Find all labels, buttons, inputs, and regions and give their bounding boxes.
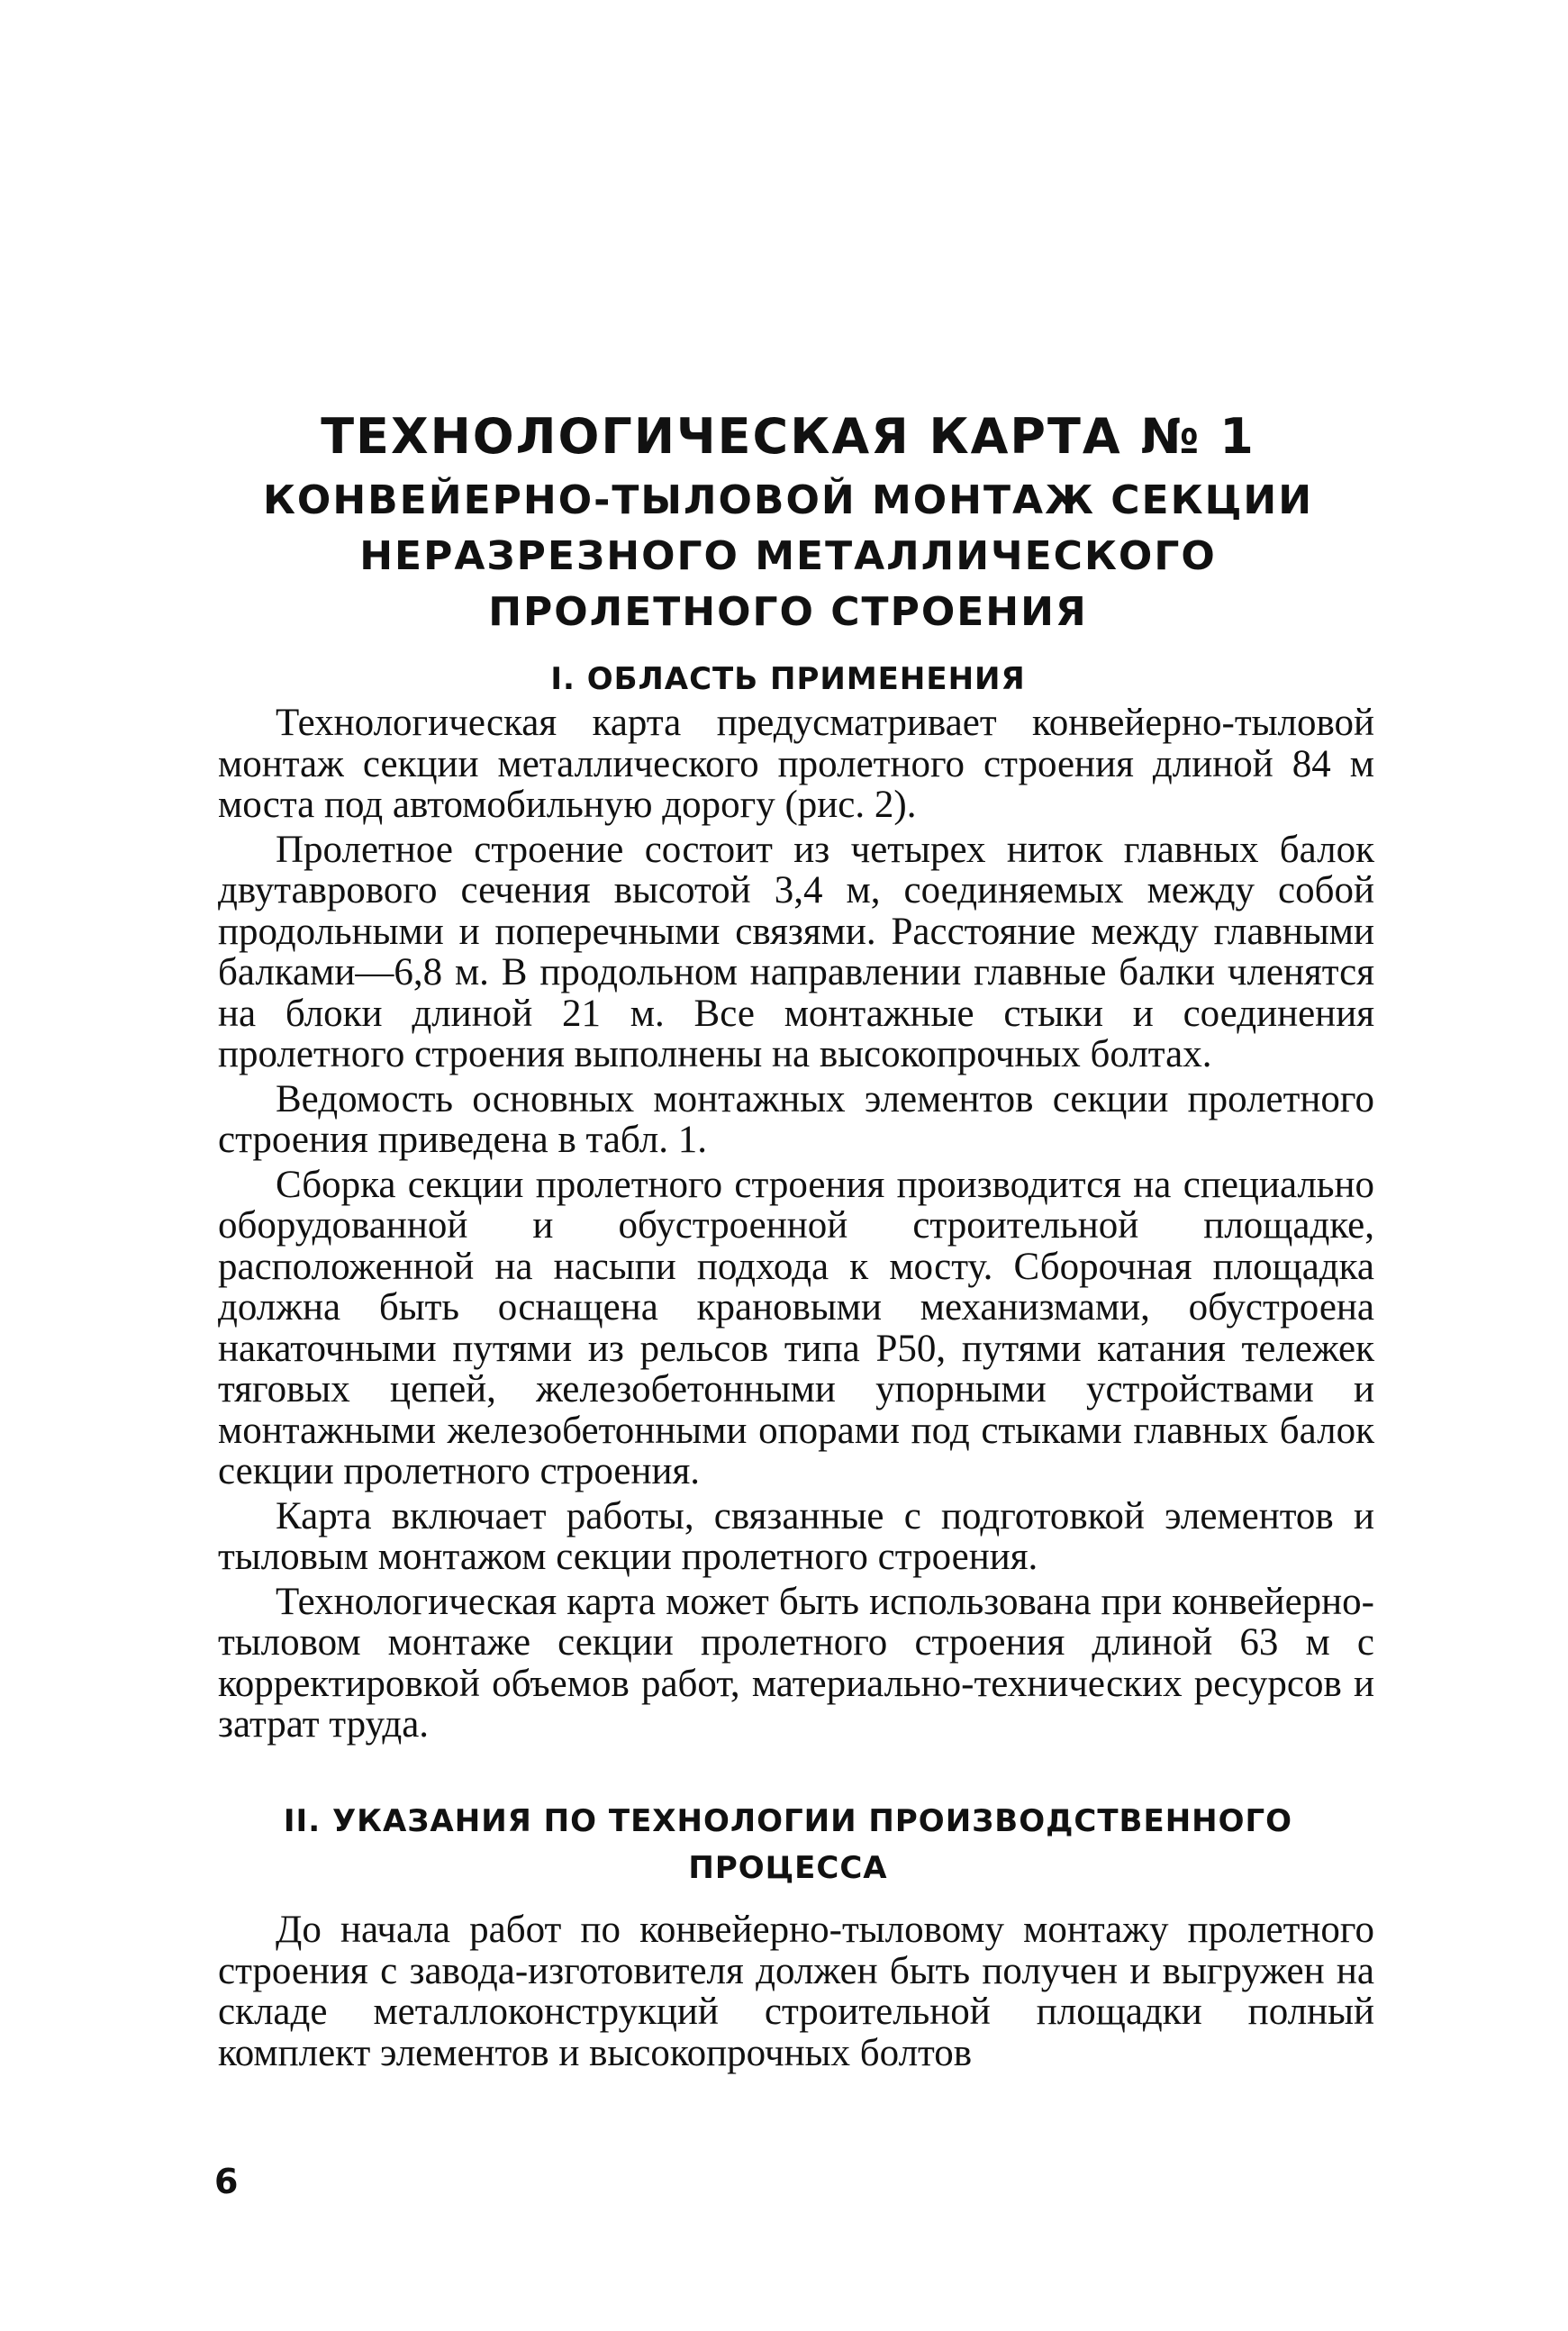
document-subtitle-line-1: КОНВЕЙЕРНО-ТЫЛОВОЙ МОНТАЖ СЕКЦИИ: [262, 477, 1314, 523]
section-2-heading: [225, 1798, 1351, 1891]
section-2-body: [218, 1909, 1374, 2077]
section-2-heading-line-1: II. УКАЗАНИЯ ПО ТЕХНОЛОГИИ ПРОИЗВОДСТВЕННОГО: [283, 1803, 1293, 1839]
section-2-paragraph-1: До начала работ по конвейерно-тыловому монтажу пролетного строения с завода-изготовителя должен быть получен и выгружен на складе металлоконструкций строительной площадки полный комплект элементов и высокопрочных болтов: [218, 1909, 1374, 2074]
section-1-body: [218, 703, 1374, 1749]
section-1-heading: I. ОБЛАСТЬ ПРИМЕНЕНИЯ: [550, 661, 1026, 697]
section-1-paragraph-5: Карта включает работы, связанные с подготовкой элементов и тыловым монтажом секции пролетного строения.: [218, 1494, 1374, 1578]
document-title: ТЕХНОЛОГИЧЕСКАЯ КАРТА № 1: [321, 408, 1255, 465]
document-subtitle-line-2: НЕРАЗРЕЗНОГО МЕТАЛЛИЧЕСКОГО: [359, 533, 1217, 579]
document-title-block: [225, 408, 1351, 649]
section-2-heading-line-2: ПРОЦЕССА: [688, 1850, 888, 1886]
section-1-paragraph-2: Пролетное строение состоит из четырех ниток главных балок двутаврового сечения высотой 3,4 м, соединяемых между собой продольными и поперечными связями. Расстояние между главными балками—6,8 м. В продольном направлении главные балки членятся на блоки длиной 21 м. Все монтажные стыки и соединения пролетного строения выполнены на высокопрочных болтах.: [218, 828, 1374, 1075]
section-1-paragraph-3: Ведомость основных монтажных элементов секции пролетного строения приведена в табл. 1.: [218, 1077, 1374, 1161]
section-1-paragraph-6: Технологическая карта может быть использована при конвейерно-тыловом монтаже секции пролетного строения длиной 63 м с корректировкой объемов работ, материально-технических ресурсов и затрат труда.: [218, 1580, 1374, 1746]
document-subtitle-line-3: ПРОЛЕТНОГО СТРОЕНИЯ: [488, 589, 1088, 635]
page-number: 6: [214, 2162, 239, 2201]
section-1-paragraph-4: Сборка секции пролетного строения производится на специально оборудованной и обустроенной строительной площадке, расположенной на насыпи подхода к мосту. Сборочная площадка должна быть оснащена крановыми механизмами, обустроена накаточными путями из рельсов типа Р50, путями катания тележек тяговых цепей, железобетонными упорными устройствами и монтажными железобетонными опорами под стыками главных балок секции пролетного строения.: [218, 1163, 1374, 1492]
section-1-paragraph-1: Технологическая карта предусматривает конвейерно-тыловой монтаж секции металлического пролетного строения длиной 84 м моста под автомобильную дорогу (рис. 2).: [218, 702, 1374, 826]
